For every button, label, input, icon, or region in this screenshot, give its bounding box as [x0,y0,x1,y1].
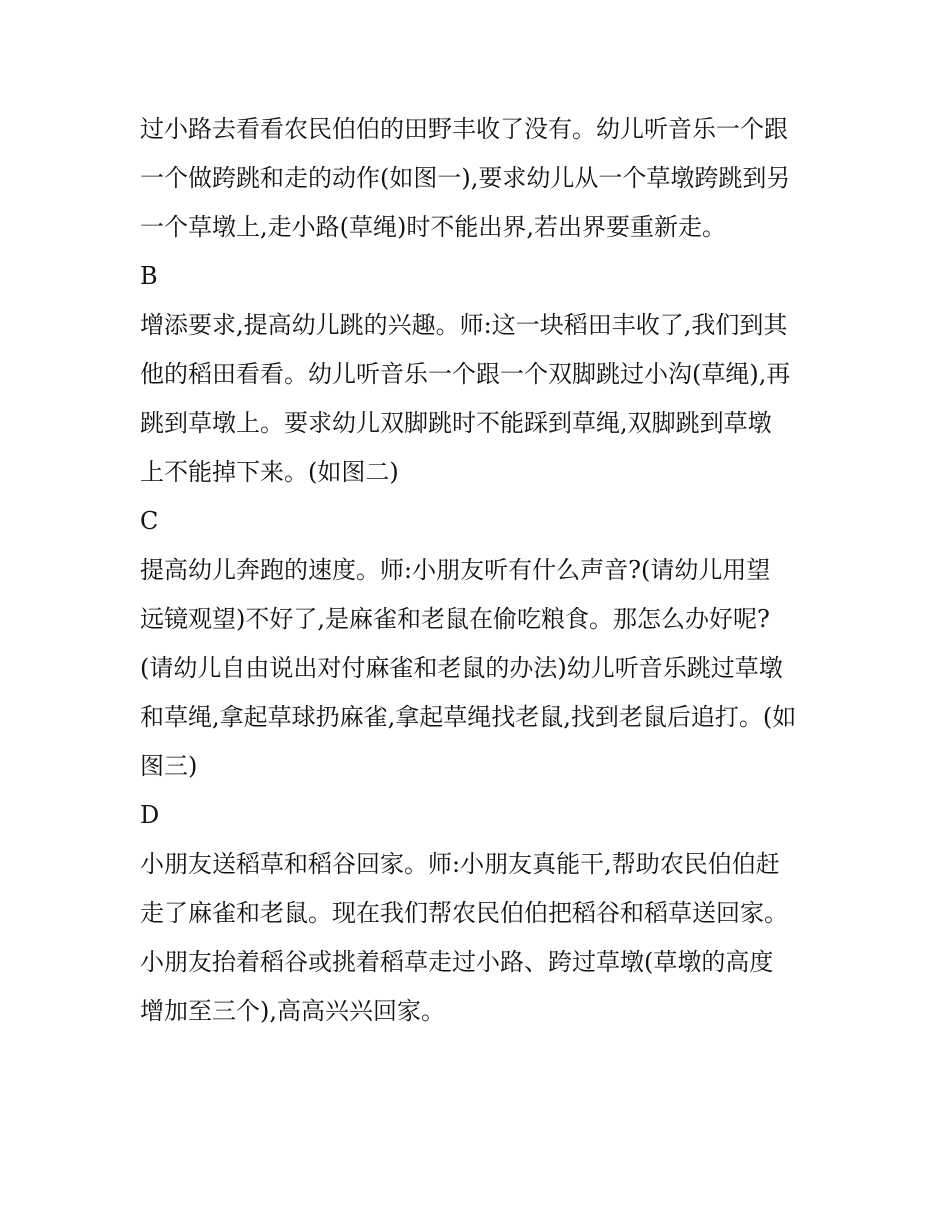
section-label: D [140,801,160,829]
text-line: 图三) [140,752,198,780]
text-line: 和草绳,拿起草球扔麻雀,拿起草绳找老鼠,找到老鼠后追打。(如 [140,703,797,731]
text-line: 增加至三个),高高兴兴回家。 [140,997,445,1025]
text-line: 小朋友送稻草和稻谷回家。师:小朋友真能干,帮助农民伯伯赶 [140,850,780,878]
text-line: 走了麻雀和老鼠。现在我们帮农民伯伯把稻谷和稻草送回家。 [140,899,788,927]
section-a-continued [140,105,830,252]
text-line: (请幼儿自由说出对付麻雀和老鼠的办法)幼儿听音乐跳过草墩 [140,654,783,682]
text-line: 他的稻田看看。幼儿听音乐一个跟一个双脚跳过小沟(草绳),再 [140,360,791,388]
text-line: 上不能掉下来。(如图二) [140,458,399,486]
section-c [140,497,830,791]
text-line: 一个草墩上,走小路(草绳)时不能出界,若出界要重新走。 [140,213,726,241]
text-line: 增添要求,提高幼儿跳的兴趣。师:这一块稻田丰收了,我们到其 [140,311,788,339]
text-line: 过小路去看看农民伯伯的田野丰收了没有。幼儿听音乐一个跟 [140,115,788,143]
text-line: 远镜观望)不好了,是麻雀和老鼠在偷吃粮食。那怎么办好呢? [140,605,770,633]
text-line: 提高幼儿奔跑的速度。师:小朋友听有什么声音?(请幼儿用望 [140,556,771,584]
section-label: C [140,507,159,535]
text-line: 跳到草墩上。要求幼儿双脚跳时不能踩到草绳,双脚跳到草墩 [140,409,772,437]
text-line: 小朋友抬着稻谷或挑着稻草走过小路、跨过草墩(草墩的高度 [140,948,774,976]
section-d [140,791,830,1036]
text-line: 一个做跨跳和走的动作(如图一),要求幼儿从一个草墩跨跳到另 [140,164,791,192]
section-label: B [140,262,158,290]
section-b [140,252,830,497]
document-body [140,105,830,1036]
